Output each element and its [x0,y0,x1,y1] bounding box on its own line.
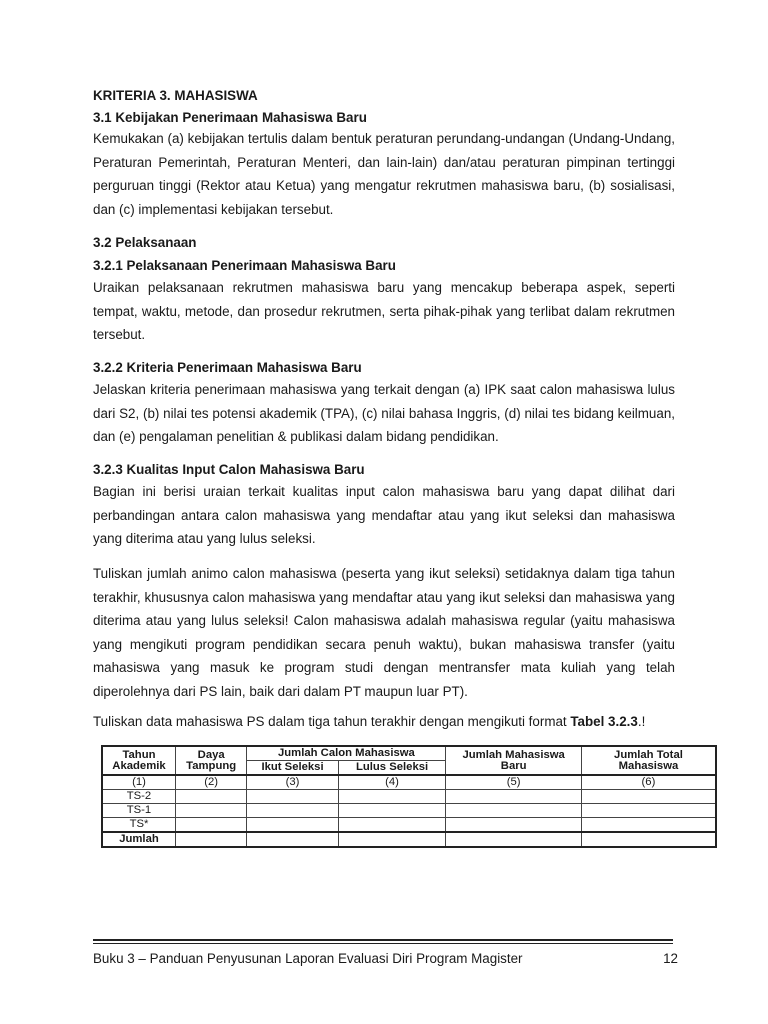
row-label: TS-1 [102,804,175,818]
footer-rule [93,939,673,941]
header-jumlah-mahasiswa-baru: Jumlah Mahasiswa Baru [446,746,581,775]
section-3-2-1-title: 3.2.1 Pelaksanaan Penerimaan Mahasiswa Baru [93,258,396,273]
table-row [102,818,716,833]
column-number-row [102,775,716,790]
section-3-2-3-text-2: Tuliskan jumlah animo calon mahasiswa (peserta yang ikut seleksi) setidaknya dalam tiga tahun terakhir, khususnya calon mahasiswa yang mendaftar atau yang ikut seleksi dan mahasiswa yang diterima atau yang lulus seleksi! Calon mahasiswa adalah mahasiswa regular (yaitu mahasiswa yang mengikuti program pendidikan secara penuh waktu), bukan mahasiswa transfer (yaitu mahasiswa yang masuk ke program studi dengan mentransfer mata kuliah yang telah diperolehnya dari PS lain, baik dari dalam PT maupun luar PT). [93,566,675,699]
section-3-2-1-text: Uraikan pelaksanaan rekrutmen mahasiswa baru yang mencakup beberapa aspek, seperti tempat, waktu, metode, dan prosedur rekrutmen, serta pihak-pihak yang terlibat dalam rekrutmen tersebut. [93,280,675,342]
footer-rule-thin [93,943,673,944]
table-cell [338,818,446,833]
table-cell [247,818,338,833]
col-number: (3) [247,775,338,790]
header-tahun-akademik: Tahun Akademik [102,746,175,775]
instruction-end: .! [637,714,646,729]
table-cell [175,832,246,847]
row-label: TS* [102,818,175,833]
header-jumlah-total: Jumlah Total Mahasiswa [581,746,716,775]
header-daya-tampung: Daya Tampung [175,746,246,775]
header-lulus-seleksi: Lulus Seleksi [338,761,446,776]
col-number: (5) [446,775,581,790]
section-3-1-title: 3.1 Kebijakan Penerimaan Mahasiswa Baru [93,110,367,125]
criteria-heading: KRITERIA 3. MAHASISWA [93,88,258,103]
table-cell [581,818,716,833]
table-cell [338,804,446,818]
section-3-2-2-text: Jelaskan kriteria penerimaan mahasiswa yang terkait dengan (a) IPK saat calon mahasiswa lulus dari S2, (b) nilai tes potensi akademik (TPA), (c) nilai bahasa Inggris, (d) nilai tes bidang keilmuan, dan (e) pengalaman penelitian & publikasi dalam bidang pendidikan. [93,382,675,444]
table-cell [247,832,338,847]
table-reference: Tabel 3.2.3 [570,714,638,729]
col-number: (4) [338,775,446,790]
section-3-2-2-title: 3.2.2 Kriteria Penerimaan Mahasiswa Baru [93,360,362,375]
table-total-row [102,832,716,847]
col-number: (2) [175,775,246,790]
header-jumlah-calon: Jumlah Calon Mahasiswa [247,746,446,761]
table-cell [175,790,246,804]
table-cell [446,818,581,833]
table-cell [581,832,716,847]
table-cell [175,804,246,818]
section-3-2-3-title: 3.2.3 Kualitas Input Calon Mahasiswa Baru [93,462,365,477]
table-cell [175,818,246,833]
table-cell [446,804,581,818]
footer-text: Buku 3 – Panduan Penyusunan Laporan Evaluasi Diri Program Magister [93,951,523,966]
col-number: (1) [102,775,175,790]
table-cell [247,790,338,804]
section-3-1-text: Kemukakan (a) kebijakan tertulis dalam bentuk peraturan perundang-undangan (Undang-Undang, Peraturan Pemerintah, Peraturan Menteri, dan lain-lain) dan/atau peraturan pimpinan tertinggi perguruan tinggi (Rektor atau Ketua) yang mengatur rekrutmen mahasiswa baru, (b) sosialisasi, dan (c) implementasi kebijakan tersebut. [93,131,675,217]
row-label: TS-2 [102,790,175,804]
page-number: 12 [663,951,678,966]
section-3-2-3-text-1: Bagian ini berisi uraian terkait kualitas input calon mahasiswa baru yang dapat dilihat dari perbandingan antara calon mahasiswa yang mendaftar atau yang ikut seleksi dan mahasiswa yang diterima atau yang lulus seleksi. [93,484,675,546]
table-cell [338,790,446,804]
total-label: Jumlah [102,832,175,847]
instruction-text: Tuliskan data mahasiswa PS dalam tiga tahun terakhir dengan mengikuti format [93,714,571,729]
table-cell [338,832,446,847]
table-row [102,804,716,818]
table-cell [446,832,581,847]
page-footer [93,951,678,967]
table-cell [581,790,716,804]
student-data-table [101,745,717,848]
table-row [102,790,716,804]
section-3-2-3-text-3 [93,710,675,734]
table-header-row [102,746,716,761]
col-number: (6) [581,775,716,790]
header-ikut-seleksi: Ikut Seleksi [247,761,338,776]
section-3-2-title: 3.2 Pelaksanaan [93,235,197,250]
table-cell [446,790,581,804]
table-cell [581,804,716,818]
table-cell [247,804,338,818]
